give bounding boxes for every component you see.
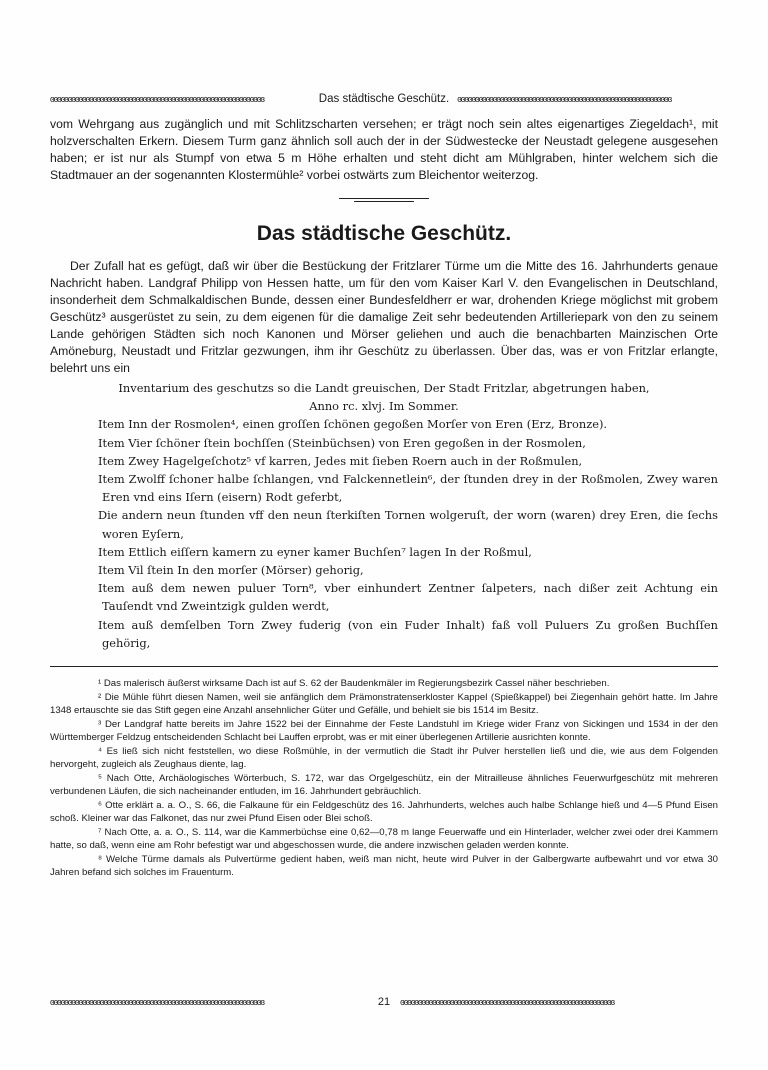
ornament-left: ɞɞɞɞɞɞɞɞɞɞɞɞɞɞɞɞɞɞɞɞɞɞɞɞɞɞɞɞɞɞɞɞɞɞɞɞɞɞɞɞɞɞɞɞɞɞɞɞɞɞɞɞɞɞɞɞɞɞɞɞ xyxy=(50,998,264,1006)
inventory-item: Item auß dem newen puluer Torn⁸, vber einhundert Zentner ſalpeters, nach dißer zeit Achtung ein Tauſendt vnd Zweintzigk gulden werdt, xyxy=(98,581,718,614)
intro-paragraph: vom Wehrgang aus zugänglich und mit Schlitzscharten versehen; er trägt noch sein altes eigenartiges Ziegeldach¹, mit holzverschalten Erkern. Diesem Turm ganz ähnlich soll auch der in der Südwestecke der Neustadt gelegene ausgesehen haben; er ist nur als Stumpf von etwa 5 m Höhe erhalten und steht dicht am Mühlgraben, hinter welchem sich die Stadtmauer an der sogenannten Klostermühle² vorbei ostwärts zum Bleichentor weiterzog. xyxy=(50,117,718,182)
main-paragraph: Der Zufall hat es gefügt, daß wir über die Bestückung der Fritzlarer Türme um die Mitte des 16. Jahrhunderts genaue Nachricht haben. Landgraf Philipp von Hessen hatte, um für den vom Kaiser Karl V. den Evangelischen in Deutschland, insonderheit dem Schmalkaldischen Bunde, dessen einer Bundesfeldherr er war, drohenden Kriege möglichst mit grobem Geschütz³ ausgerüstet zu sein, zu dem eigenen für die damalige Zeit sehr bedeutenden Artilleriepark von den zu seinem Lande gehörigen Städten sich noch Kanonen und Mörser geliehen und auch die benachbarten Mainzischen Orte Amöneburg, Neustadt und Fritzlar gezwungen, ihm ihr Geschütz zu überlassen. Über das, was er von Fritzlar erlangte, belehrt uns ein xyxy=(50,259,718,375)
footnote: ⁵ Nach Otte, Archäologisches Wörterbuch, S. 172, war das Orgelgeschütz, ein der Mitrailleuse ähnliches Feuerwurfgeschütz mit mehreren verbundenen Läufen, die sich nacheinander entluden, im 16. Jahrhundert gebräuchlich. xyxy=(50,773,718,798)
footnote: ⁶ Otte erklärt a. a. O., S. 66, die Falkaune für ein Feldgeschütz des 16. Jahrhunderts, welches auch halbe Schlange hieß und 4—5 Pfund Eisen schoß. Kleiner war das Falkonet, das nur zwei Pfund Eisen oder Blei schoß. xyxy=(50,800,718,825)
ornament-right: ɞɞɞɞɞɞɞɞɞɞɞɞɞɞɞɞɞɞɞɞɞɞɞɞɞɞɞɞɞɞɞɞɞɞɞɞɞɞɞɞɞɞɞɞɞɞɞɞɞɞɞɞɞɞɞɞɞɞɞɞ xyxy=(400,998,615,1006)
section-title: Das städtische Geschütz. xyxy=(256,222,512,245)
footnote: ² Die Mühle führt diesen Namen, weil sie anfänglich dem Prämonstratenserkloster Kappel (Spießkappel) bei Ziegenhain gehört hatte. Im Jahre 1348 ertauschte sie das Stift gegen eine Anzahl ansehnlicher Güter und Gefälle, und behielt sie bis 1514 im Besitz. xyxy=(50,692,718,717)
inventory-item: Item Vier ſchöner ſtein bochſſen (Steinbüchsen) von Eren gegoßen in der Rosmolen, xyxy=(98,435,586,450)
inventory-item: Item auß demſelben Torn Zwey fuderig (von ein Fuder Inhalt) faß voll Puluers Zu großen Buchſſen gehörig, xyxy=(98,617,718,650)
inventory-item: Die andern neun ſtunden vff den neun ſterkiſten Tornen wolgeruſt, der worn (waren) drey Eren, die ſechs woren Eyſern, xyxy=(98,508,718,541)
inventory-item: Item Vil ſtein In den morſer (Mörser) gehorig, xyxy=(98,563,364,578)
running-header xyxy=(50,90,718,108)
footnote: ⁸ Welche Türme damals als Pulvertürme gedient haben, weiß man nicht, heute wird Pulver in der Galbergwarte aufbewahrt und vor etwa 30 Jahren befand sich solches im Frauenturm. xyxy=(50,854,718,879)
ornament-right: ɞɞɞɞɞɞɞɞɞɞɞɞɞɞɞɞɞɞɞɞɞɞɞɞɞɞɞɞɞɞɞɞɞɞɞɞɞɞɞɞɞɞɞɞɞɞɞɞɞɞɞɞɞɞɞɞɞɞɞɞ xyxy=(457,95,672,103)
footnotes xyxy=(50,677,718,879)
footnote: ⁷ Nach Otte, a. a. O., S. 114, war die Kammerbüchse eine 0,62—0,78 m lange Feuerwaffe und ein Hinterlader, welcher zwei oder drei Kammern hatte, so daß, wenn eine am Rohr befestigt war und abgeschossen wurde, die andere inzwischen geladen werden konnte. xyxy=(50,827,718,852)
section-divider xyxy=(339,198,429,202)
inventory-item: Item Inn der Rosmolen⁴, einen groſſen ſchönen gegoßen Morſer von Eren (Erz, Bronze). xyxy=(98,417,608,432)
footnote: ¹ Das malerisch äußerst wirksame Dach ist auf S. 62 der Baudenkmäler im Regierungsbezirk Cassel näher beschrieben. xyxy=(98,678,610,690)
inventory-quote xyxy=(50,379,718,652)
page-footer xyxy=(50,996,718,1008)
ornament-left: ɞɞɞɞɞɞɞɞɞɞɞɞɞɞɞɞɞɞɞɞɞɞɞɞɞɞɞɞɞɞɞɞɞɞɞɞɞɞɞɞɞɞɞɞɞɞɞɞɞɞɞɞɞɞɞɞɞɞɞɞ xyxy=(50,95,264,103)
footnote: ⁴ Es ließ sich nicht feststellen, wo diese Roßmühle, in der vermutlich die Stadt ihr Pulver herstellen ließ und die, wie aus dem Folgenden hervorgeht, zugleich als Zeughaus diente, lag. xyxy=(50,746,718,771)
inventory-item: Item Zwey Hagelgeſchotz⁵ vf karren, Jedes mit ſieben Roern auch in der Roßmulen, xyxy=(98,453,583,468)
inventory-date: Anno rc. xlvj. Im Sommer. xyxy=(309,399,459,414)
footnote-rule xyxy=(50,666,718,667)
page xyxy=(50,90,718,880)
inventory-item: Item Ettlich eiſſern kamern zu eyner kamer Buchſen⁷ lagen In der Roßmul, xyxy=(98,544,532,559)
page-number: 21 xyxy=(377,996,391,1008)
inventory-item: Item Zwolff ſchoner halbe ſchlangen, vnd Falckennetlein⁶, der ſtunden drey in der Roßmolen, Zwey waren Eren vnd eins Iſern (eisern) Rodt geferbt, xyxy=(98,472,718,505)
footnote: ³ Der Landgraf hatte bereits im Jahre 1522 bei der Einnahme der Feste Landstuhl im Kriege wider Franz von Sickingen und 1534 in der den Württemberger Feldzug entscheidenden Schlacht bei Lauffen erprobt, was er mit einer überlegenen Artillerie ausrichten konnte. xyxy=(50,719,718,744)
running-title: Das städtische Geschütz. xyxy=(318,93,450,105)
inventory-heading: Inventarium des geschutzs so die Landt greuischen, Der Stadt Fritzlar, abgetrungen haben, xyxy=(118,381,650,395)
